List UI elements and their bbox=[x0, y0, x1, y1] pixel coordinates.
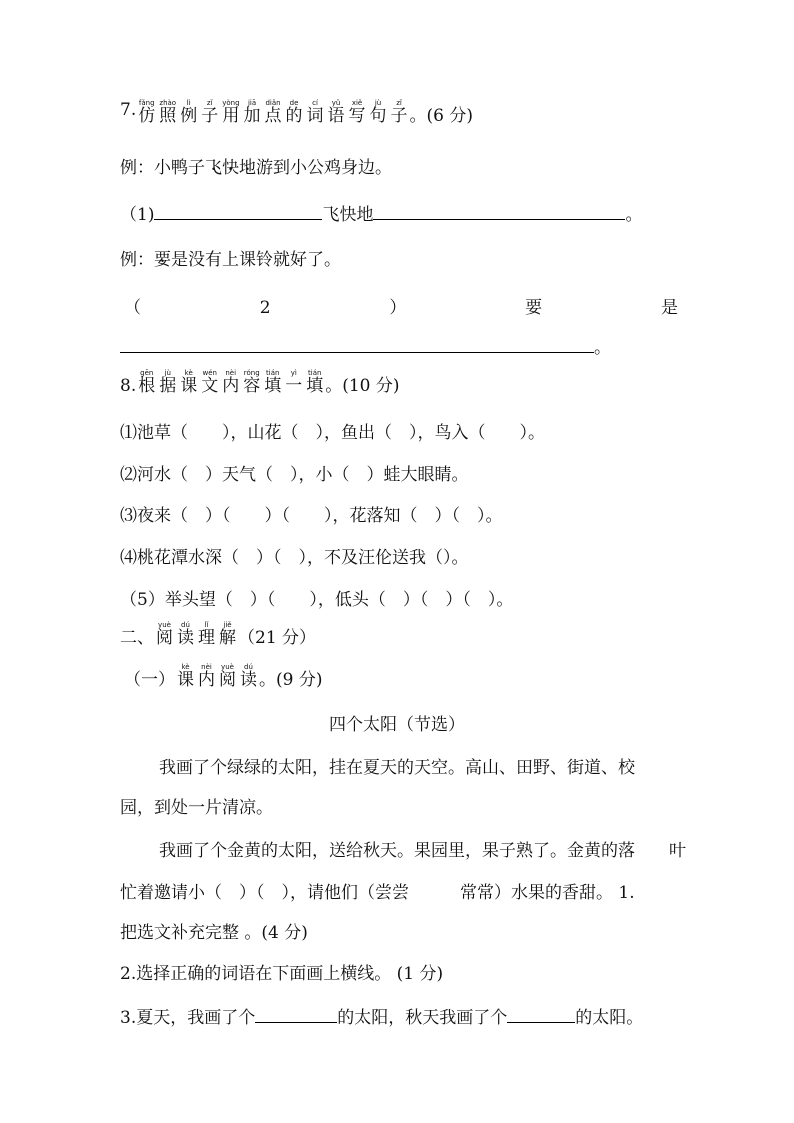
pinyin-text: xiě bbox=[351, 99, 363, 107]
answer-blank[interactable] bbox=[154, 219, 322, 220]
q7-example-1: 例：小鸭子飞 •快 •地 •游到小公鸡身边。 bbox=[120, 160, 392, 177]
pinyin-char bbox=[138, 370, 155, 395]
q8-title bbox=[120, 370, 400, 395]
q8-ruby-group bbox=[136, 369, 325, 396]
hanzi-text: 读 bbox=[177, 628, 194, 648]
pinyin-text: jù bbox=[374, 99, 382, 107]
pinyin-char bbox=[177, 664, 194, 689]
pinyin-text: wén bbox=[202, 369, 217, 377]
pinyin-char bbox=[219, 664, 236, 689]
hanzi-text: 填 bbox=[264, 376, 282, 396]
passage-p2-line-3: 把选文补充完整 。(4 分) bbox=[120, 923, 308, 943]
hanzi-text: 例 bbox=[180, 106, 198, 126]
pinyin-char bbox=[180, 370, 197, 395]
q8-item-2: ⑵河水（ ）天气（ ），小（ ）蛙大眼睛。 bbox=[120, 465, 469, 485]
pinyin-text: nèi bbox=[225, 369, 237, 377]
pinyin-text: jù bbox=[164, 369, 171, 377]
answer-blank[interactable] bbox=[373, 219, 625, 220]
hanzi-text: 子 bbox=[201, 106, 219, 126]
q7-number: 7. bbox=[120, 100, 137, 120]
pinyin-char bbox=[285, 370, 302, 395]
hanzi-text: 文 bbox=[201, 376, 219, 396]
q8-item-4: ⑷桃花潭水深（ ）（ ），不及汪伦送我（）。 bbox=[120, 548, 469, 568]
pinyin-text: tián bbox=[266, 369, 280, 377]
pinyin-char bbox=[138, 100, 155, 125]
pinyin-text: yòng bbox=[222, 99, 240, 107]
pinyin-text: diǎn bbox=[265, 99, 281, 107]
q7-item-1: （1) 飞快地 。 bbox=[120, 205, 643, 225]
pinyin-text: dú bbox=[181, 621, 190, 629]
pinyin-char bbox=[198, 664, 215, 689]
hanzi-text: 填 bbox=[306, 376, 324, 396]
answer-blank[interactable] bbox=[507, 1022, 575, 1023]
pinyin-text: zhào bbox=[159, 99, 177, 107]
pinyin-char bbox=[222, 370, 239, 395]
pinyin-text: zǐ bbox=[396, 99, 402, 107]
passage-p2-line-2: 忙着邀请小（ ）（ ），请他们（尝尝 常常）水果的香甜。 1. bbox=[120, 883, 635, 903]
pinyin-char bbox=[244, 100, 261, 125]
pinyin-text: róng bbox=[243, 369, 260, 377]
hanzi-text: 加 bbox=[243, 106, 261, 126]
hanzi-text: 用 bbox=[222, 106, 240, 126]
pinyin-char bbox=[198, 622, 215, 647]
pinyin-char bbox=[180, 100, 197, 125]
hanzi-text: 读 bbox=[240, 670, 257, 690]
hanzi-text: 根 bbox=[138, 376, 156, 396]
pinyin-char bbox=[328, 100, 345, 125]
q7-item-2-line: 。 bbox=[120, 340, 611, 357]
hanzi-text: 词 bbox=[306, 106, 324, 126]
q7-item-2: （ 2 ） 要 是 bbox=[124, 298, 678, 318]
answer-blank[interactable] bbox=[120, 352, 594, 353]
hanzi-text: 仿 bbox=[138, 106, 156, 126]
hanzi-text: 阅 bbox=[219, 670, 236, 690]
hanzi-text: 内 bbox=[222, 376, 240, 396]
q7-ruby-group bbox=[136, 99, 409, 126]
pinyin-char bbox=[201, 100, 218, 125]
q7-score: 。(6 分) bbox=[409, 106, 474, 126]
pinyin-text: jiā bbox=[247, 99, 257, 107]
pinyin-char bbox=[265, 100, 282, 125]
pinyin-text: cí bbox=[312, 99, 318, 107]
hanzi-text: 课 bbox=[177, 670, 194, 690]
hanzi-text: 一 bbox=[285, 376, 303, 396]
pinyin-char bbox=[264, 370, 281, 395]
passage-p1-line-1: 我画了个绿绿的太阳，挂在夏天的天空。高山、田野、街道、校 bbox=[159, 758, 635, 778]
pinyin-text: gēn bbox=[140, 369, 154, 377]
q8-score: 。(10 分) bbox=[325, 376, 400, 396]
pinyin-char bbox=[391, 100, 408, 125]
hanzi-text: 内 bbox=[198, 670, 215, 690]
question-2: 2.选择正确的词语在下面画上横线。 (1 分) bbox=[120, 964, 444, 984]
q8-item-5: （5）举头望（ ）（ ），低头（ ）（ ）（ ）。 bbox=[120, 590, 514, 610]
pinyin-char bbox=[286, 100, 303, 125]
q8-item-3: ⑶夜来（ ）（ ）（ ），花落知（ ）（ ）。 bbox=[120, 506, 503, 526]
pinyin-text: zǐ bbox=[206, 99, 213, 107]
pinyin-text: de bbox=[289, 99, 299, 107]
hanzi-text: 点 bbox=[264, 106, 282, 126]
hanzi-text: 子 bbox=[390, 106, 408, 126]
section-2-title: 二、 yuè 阅 dú 读 lǐ 理 jiě 解 （21 分） bbox=[120, 621, 317, 648]
pinyin-text: yì bbox=[290, 369, 297, 377]
pinyin-char bbox=[177, 622, 194, 647]
pinyin-char bbox=[222, 100, 239, 125]
pinyin-char bbox=[219, 622, 236, 647]
subsection-1-title: （一） kè 课 nèi 内 yuè 阅 dú 读 。(9 分) bbox=[124, 663, 323, 690]
hanzi-text: 的 bbox=[285, 106, 303, 126]
q8-item-1: ⑴池草（ ），山花（ ），鱼出（ ），鸟入（ ）。 bbox=[120, 423, 545, 443]
hanzi-text: 阅 bbox=[156, 628, 173, 648]
pinyin-char bbox=[370, 100, 387, 125]
hanzi-text: 据 bbox=[159, 376, 177, 396]
pinyin-char bbox=[156, 622, 173, 647]
subsection-1-ruby-group bbox=[175, 663, 259, 690]
section-2-ruby-group bbox=[154, 621, 238, 648]
passage-p2-line-1: 我画了个金黄的太阳，送给秋天。果园里，果子熟了。金黄的落 叶 bbox=[159, 841, 686, 861]
pinyin-text: fǎng bbox=[138, 99, 155, 107]
pinyin-text: yuè bbox=[158, 621, 171, 629]
pinyin-char bbox=[240, 664, 257, 689]
pinyin-char bbox=[201, 370, 218, 395]
question-3: 3.夏天，我画了个 的太阳，秋天我画了个 的太阳。 bbox=[120, 1008, 644, 1028]
hanzi-text: 句 bbox=[369, 106, 387, 126]
hanzi-text: 理 bbox=[198, 628, 215, 648]
pinyin-text: nèi bbox=[201, 663, 212, 671]
pinyin-char bbox=[306, 370, 323, 395]
passage-p1-line-2: 园，到处一片清凉。 bbox=[120, 798, 273, 818]
pinyin-text: lǐ bbox=[204, 621, 209, 629]
pinyin-char bbox=[159, 370, 176, 395]
pinyin-char bbox=[159, 100, 176, 125]
pinyin-char bbox=[307, 100, 324, 125]
hanzi-text: 语 bbox=[327, 106, 345, 126]
hanzi-text: 写 bbox=[348, 106, 366, 126]
hanzi-text: 课 bbox=[180, 376, 198, 396]
q8-number: 8. bbox=[120, 376, 137, 396]
pinyin-text: yǔ bbox=[331, 99, 341, 107]
pinyin-text: yuè bbox=[221, 663, 234, 671]
hanzi-text: 照 bbox=[159, 106, 177, 126]
pinyin-text: dú bbox=[244, 663, 253, 671]
hanzi-text: 容 bbox=[243, 376, 261, 396]
pinyin-text: kè bbox=[181, 663, 190, 671]
pinyin-text: kè bbox=[184, 369, 193, 377]
pinyin-text: tián bbox=[308, 369, 322, 377]
pinyin-text: lì bbox=[186, 99, 191, 107]
answer-blank[interactable] bbox=[255, 1022, 337, 1023]
passage-title: 四个太阳（节选） bbox=[329, 715, 465, 735]
pinyin-char bbox=[349, 100, 366, 125]
hanzi-text: 解 bbox=[219, 628, 236, 648]
pinyin-text: jiě bbox=[223, 621, 232, 629]
pinyin-char bbox=[243, 370, 260, 395]
q7-title bbox=[120, 100, 473, 125]
q7-example-2: 例：要 •是没有上课铃就好 •了。 bbox=[120, 252, 341, 269]
